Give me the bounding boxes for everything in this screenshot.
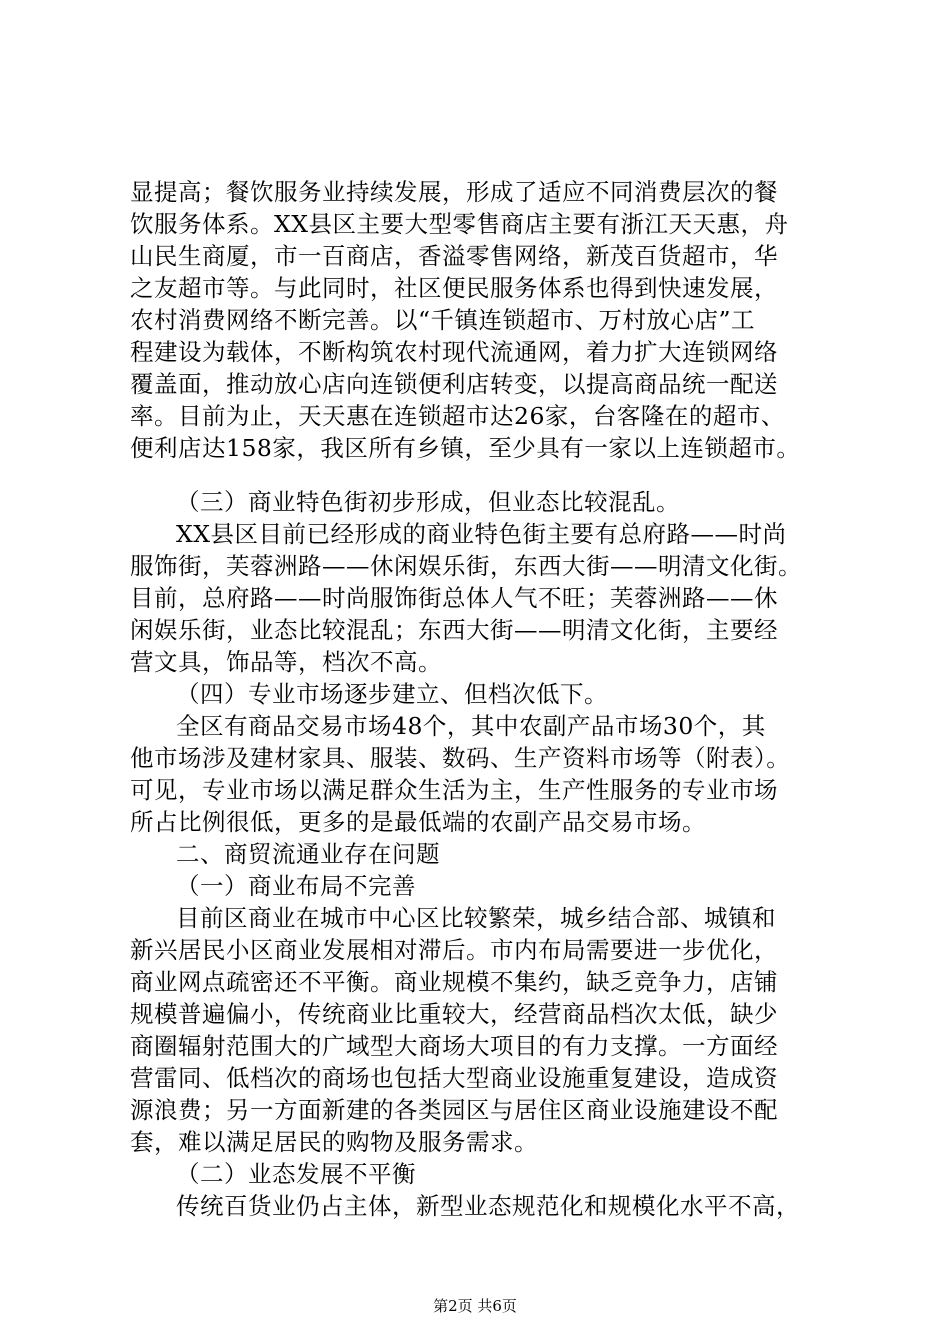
section-heading: （一）商业布局不完善: [176, 872, 416, 900]
section-heading: （二）业态发展不平衡: [176, 1160, 416, 1188]
text-line: 源浪费；另一方面新建的各类园区与居住区商业设施建设不配: [130, 1096, 778, 1124]
text-line: 规模普遍偏小，传统商业比重较大，经营商品档次太低，缺少: [130, 1000, 778, 1028]
text-line: 目前区商业在城市中心区比较繁荣，城乡结合部、城镇和: [176, 904, 776, 932]
text-line: 可见，专业市场以满足群众生活为主，生产性服务的专业市场: [130, 776, 778, 804]
text-line: 他市场涉及建材家具、服装、数码、生产资料市场等（附表）。: [130, 744, 791, 772]
text-line: 传统百货业仍占主体，新型业态规范化和规模化水平不高，: [176, 1192, 800, 1220]
text-line: 显提高；餐饮服务业持续发展，形成了适应不同消费层次的餐: [130, 178, 778, 206]
text-line: 营雷同、低档次的商场也包括大型商业设施重复建设，造成资: [130, 1064, 778, 1092]
text-line: 营文具，饰品等，档次不高。: [130, 648, 442, 676]
text-line: 全区有商品交易市场48个，其中农副产品市场30个，其: [176, 712, 766, 740]
text-line: 商业网点疏密还不平衡。商业规模不集约，缺乏竞争力，店铺: [130, 968, 778, 996]
text-line: 山民生商厦，市一百商店，香溢零售网络，新茂百货超市，华: [130, 242, 778, 270]
text-line: 程建设为载体，不断构筑农村现代流通网，着力扩大连锁网络: [130, 338, 778, 366]
text-line: 之友超市等。与此同时，社区便民服务体系也得到快速发展，: [130, 274, 778, 302]
text-line: 套，难以满足居民的购物及服务需求。: [130, 1128, 538, 1156]
text-line: 目前，总府路——时尚服饰街总体人气不旺；芙蓉洲路——休: [130, 584, 778, 612]
section-heading: （三）商业特色街初步形成，但业态比较混乱。: [176, 488, 680, 516]
page-number-footer: 第2页 共6页: [433, 1297, 517, 1315]
text-line: 服饰街，芙蓉洲路——休闲娱乐街，东西大街——明清文化街。: [130, 552, 802, 580]
text-line: XX县区目前已经形成的商业特色街主要有总府路——时尚: [176, 520, 787, 548]
text-line: 闲娱乐街，业态比较混乱；东西大街——明清文化街，主要经: [130, 616, 778, 644]
text-line: 农村消费网络不断完善。以“千镇连锁超市、万村放心店”工: [130, 306, 756, 334]
text-line: 新兴居民小区商业发展相对滞后。市内布局需要进一步优化，: [130, 936, 778, 964]
section-heading: 二、商贸流通业存在问题: [176, 840, 440, 868]
section-heading: （四）专业市场逐步建立、但档次低下。: [176, 680, 608, 708]
text-line: 率。目前为止，天天惠在连锁超市达26家，台客隆在的超市、: [130, 402, 785, 430]
text-line: 覆盖面，推动放心店向连锁便利店转变，以提高商品统一配送: [130, 370, 778, 398]
text-line: 所占比例很低，更多的是最低端的农副产品交易市场。: [130, 808, 706, 836]
text-line: 饮服务体系。XX县区主要大型零售商店主要有浙江天天惠，舟: [130, 210, 789, 238]
text-line: 便利店达158家，我区所有乡镇，至少具有一家以上连锁超市。: [130, 434, 801, 462]
text-line: 商圈辐射范围大的广域型大商场大项目的有力支撑。一方面经: [130, 1032, 778, 1060]
